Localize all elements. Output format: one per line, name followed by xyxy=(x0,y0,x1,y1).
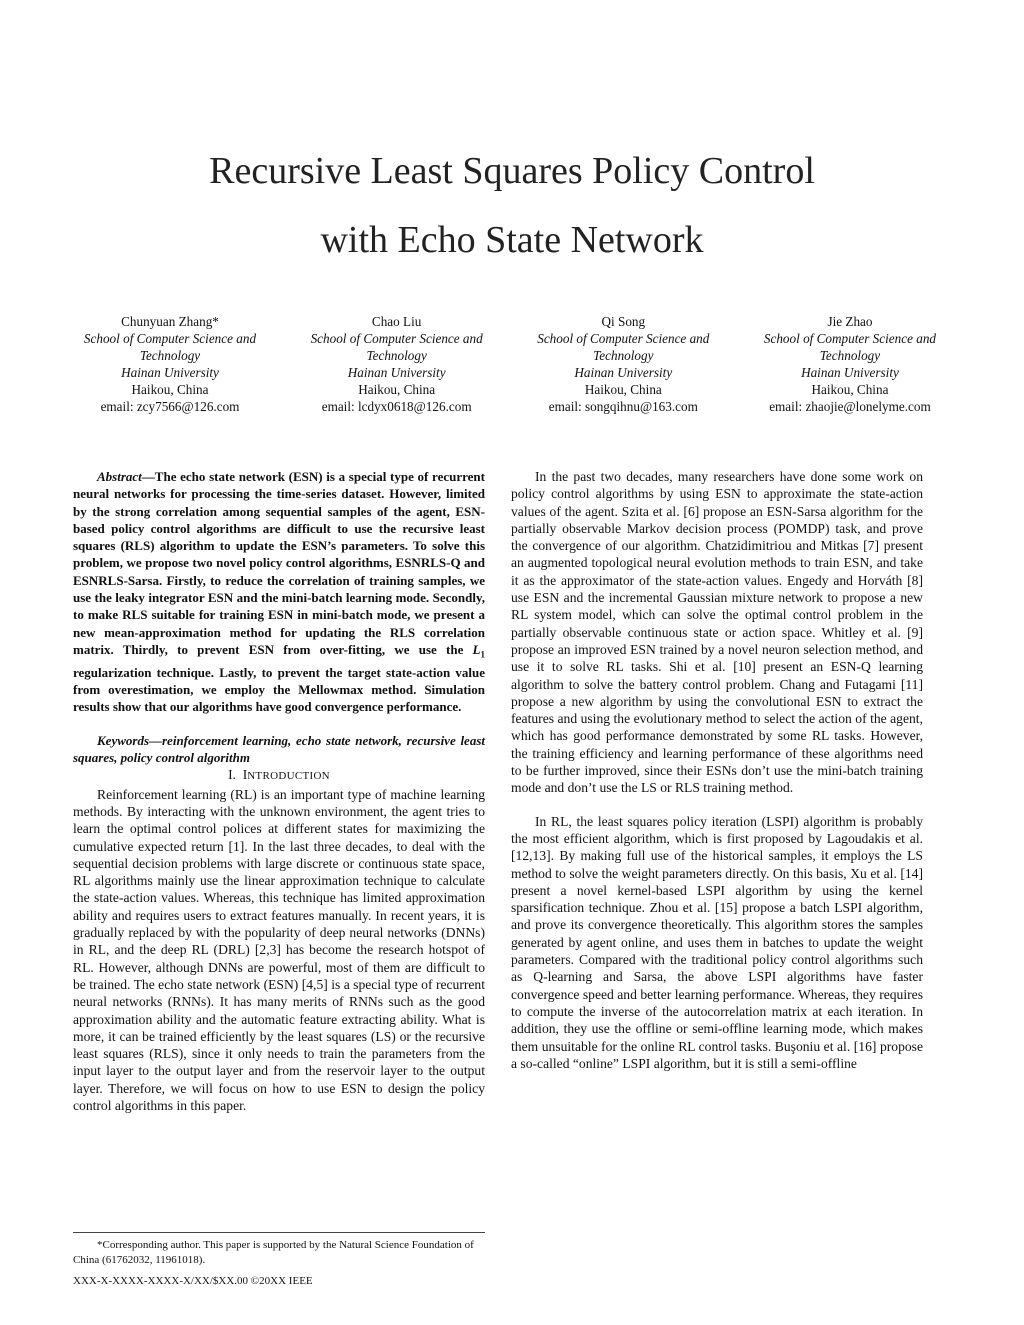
author-university: Hainan University xyxy=(574,365,673,380)
author-name: Chao Liu xyxy=(371,314,422,329)
section-title-initial: I xyxy=(242,767,248,783)
author-4 xyxy=(740,313,960,415)
author-name: Jie Zhao xyxy=(827,314,873,329)
author-department-cont: Technology xyxy=(593,348,654,363)
author-email: email: zcy7566@126.com xyxy=(100,399,240,414)
author-city: Haikou, China xyxy=(131,382,209,397)
author-city: Haikou, China xyxy=(584,382,662,397)
section-number: I. xyxy=(228,767,236,783)
author-department-cont: Technology xyxy=(819,348,881,363)
author-university: Hainan University xyxy=(347,365,446,380)
author-block xyxy=(60,313,960,415)
author-university: Hainan University xyxy=(801,365,899,380)
math-l: L xyxy=(472,641,481,657)
author-city: Haikou, China xyxy=(358,382,436,397)
author-email: email: zhaojie@lonelyme.com xyxy=(769,399,931,414)
author-2 xyxy=(287,313,507,415)
author-email: email: songqihnu@163.com xyxy=(548,399,698,414)
section-heading-introduction xyxy=(73,766,485,785)
paper-title-line-2: with Echo State Network xyxy=(320,219,704,261)
paper-title-line-1: Recursive Least Squares Policy Control xyxy=(209,150,815,192)
author-name: Chunyuan Zhang* xyxy=(121,314,219,329)
keywords: Keywords—reinforcement learning, echo state network, recursive least squares, policy control algorithm xyxy=(73,732,485,766)
intro-paragraph-3: In RL, the least squares policy iteration (LSPI) algorithm is probably the most efficient algorithm, which is first proposed by Lagoudakis et al. [12,13]. By making full use of the historical samples, it employs the LS method to solve the weight parameters directly. On this basis, Xu et al. [14] present a novel kernel-based LSPI algorithm by using the kernel sparsification technique. Zhou et al. [15] propose a batch LSPI algorithm, and prove its convergence theoretically. This algorithm stores the samples generated by agent online, and uses them in batches to update the weight parameters. Compared with the traditional policy control algorithms such as Q-learning and Sarsa, the above LSPI algorithms have faster convergence speed and better learning performance. Whereas, they requires to compute the inverse of the autocorrelation matrix at each iteration. In addition, they use the offline or semi-offline learning mode, which makes them unsuitable for the online RL control tasks. Buşoniu et al. [16] propose a so-called “online” LSPI algorithm, but it is still a semi-offline xyxy=(511,813,923,1071)
author-department: School of Computer Science and xyxy=(537,331,710,346)
section-title-rest: NTRODUCTION xyxy=(247,770,330,783)
author-department-cont: Technology xyxy=(366,348,427,363)
math-l-subscript: 1 xyxy=(480,649,485,660)
copyright-line: XXX-X-XXXX-XXXX-X/XX/$XX.00 ©20XX IEEE xyxy=(73,1275,313,1287)
intro-paragraph-1: Reinforcement learning (RL) is an important type of machine learning methods. By interacting with the unknown environment, the agent tries to learn the optimal control polices at different states for maximizing the cumulative expected return [1]. In the last three decades, to deal with the sequential decision problems with large discrete or continuous state space, RL algorithms mainly use the linear approximation technique to calculate the state-action values. Whereas, this technique has limited approximation ability and requires users to extract features manually. In recent years, it is gradually replaced by with the popularity of deep neural networks (DNNs) in RL, and the deep RL (DRL) [2,3] has become the research hotspot of RL. However, although DNNs are powerful, most of them are difficult to be trained. The echo state network (ESN) [4,5] is a special type of recurrent neural networks (RNNs). It has many merits of RNNs such as the good approximation ability and the automatic feature extracting ability. What is more, it can be trained efficiently by the least squares (LS) or the recursive least squares (RLS), since it only needs to train the parameters from the input layer to the output layer and from the reservoir layer to the output layer. Therefore, we will focus on how to use ESN to design the policy control algorithms in this paper. xyxy=(73,786,485,1113)
author-city: Haikou, China xyxy=(811,382,889,397)
abstract-lead: Abstract xyxy=(97,469,142,484)
author-1 xyxy=(60,313,280,415)
footnote: *Corresponding author. This paper is supported by the Natural Science Foundation of China (61762032, 11961018). xyxy=(73,1239,474,1266)
abstract xyxy=(73,468,485,716)
abstract-text-cont: regularization technique. Lastly, to prevent the target state-action value from overestimation, we employ the Mellowmax method. Simulation results show that our algorithms have good convergence performance. xyxy=(73,664,485,715)
abstract-dash: — xyxy=(141,469,155,484)
left-column xyxy=(73,468,485,1114)
footnote-divider xyxy=(73,1232,485,1233)
author-email: email: lcdyx0618@126.com xyxy=(321,399,472,414)
abstract-text: The echo state network (ESN) is a special type of recurrent neural networks for processing the time-series dataset. However, limited by the strong correlation among sequential samples of the agent, ESN-based policy control algorithms are difficult to use the recursive least squares (RLS) algorithm to update the ESN’s parameters. To solve this problem, we propose two novel policy control algorithms, ESNRLS-Q and ESNRLS-Sarsa. Firstly, to reduce the correlation of training samples, we use the leaky integrator ESN and the mini-batch learning mode. Secondly, to make RLS suitable for training ESN in mini-batch mode, we present a new mean-approximation method for updating the RLS correlation matrix. Thirdly, to prevent ESN from over-fitting, we use the xyxy=(73,469,485,657)
author-department: School of Computer Science and xyxy=(763,331,937,346)
author-3 xyxy=(513,313,733,415)
author-department: School of Computer Science and xyxy=(83,331,257,346)
author-name: Qi Song xyxy=(601,314,646,329)
author-department: School of Computer Science and xyxy=(310,331,483,346)
author-university: Hainan University xyxy=(121,365,219,380)
right-column xyxy=(511,468,923,1072)
author-department-cont: Technology xyxy=(139,348,201,363)
intro-paragraph-2: In the past two decades, many researchers have done some work on policy control algorithms by using ESN to approximate the state-action values of the agent. Szita et al. [6] propose an ESN-Sarsa algorithm for the partially observable Markov decision process (POMDP) task, and prove the convergence of our algorithm. Chatzidimitriou and Mitkas [7] present an augmented topological neural evolution methods to train ESN, and take it as the approximator of the state-action values. Engedy and Horváth [8] use ESN and the incremental Gaussian mixture network to propose a new RL system model, which can solve the optimal control problem in the partially observable continuous state or action space. Whitley et al. [9] propose an improved ESN trained by a novel neuron selection method, and use it to solve RL tasks. Shi et al. [10] present an ESN-Q learning algorithm to solve the battery control problem. Chang and Futagami [11] propose a new algorithm by using the convolutional ESN to extract the features and using the evolutionary method to select the action of the agent, which has good performance demonstrated by some RL tasks. However, the training efficiency and learning performance of these algorithms need to be further improved, since their ESNs don’t use the mini-batch training mode and don’t use the LS or RLS training method. xyxy=(511,469,923,796)
